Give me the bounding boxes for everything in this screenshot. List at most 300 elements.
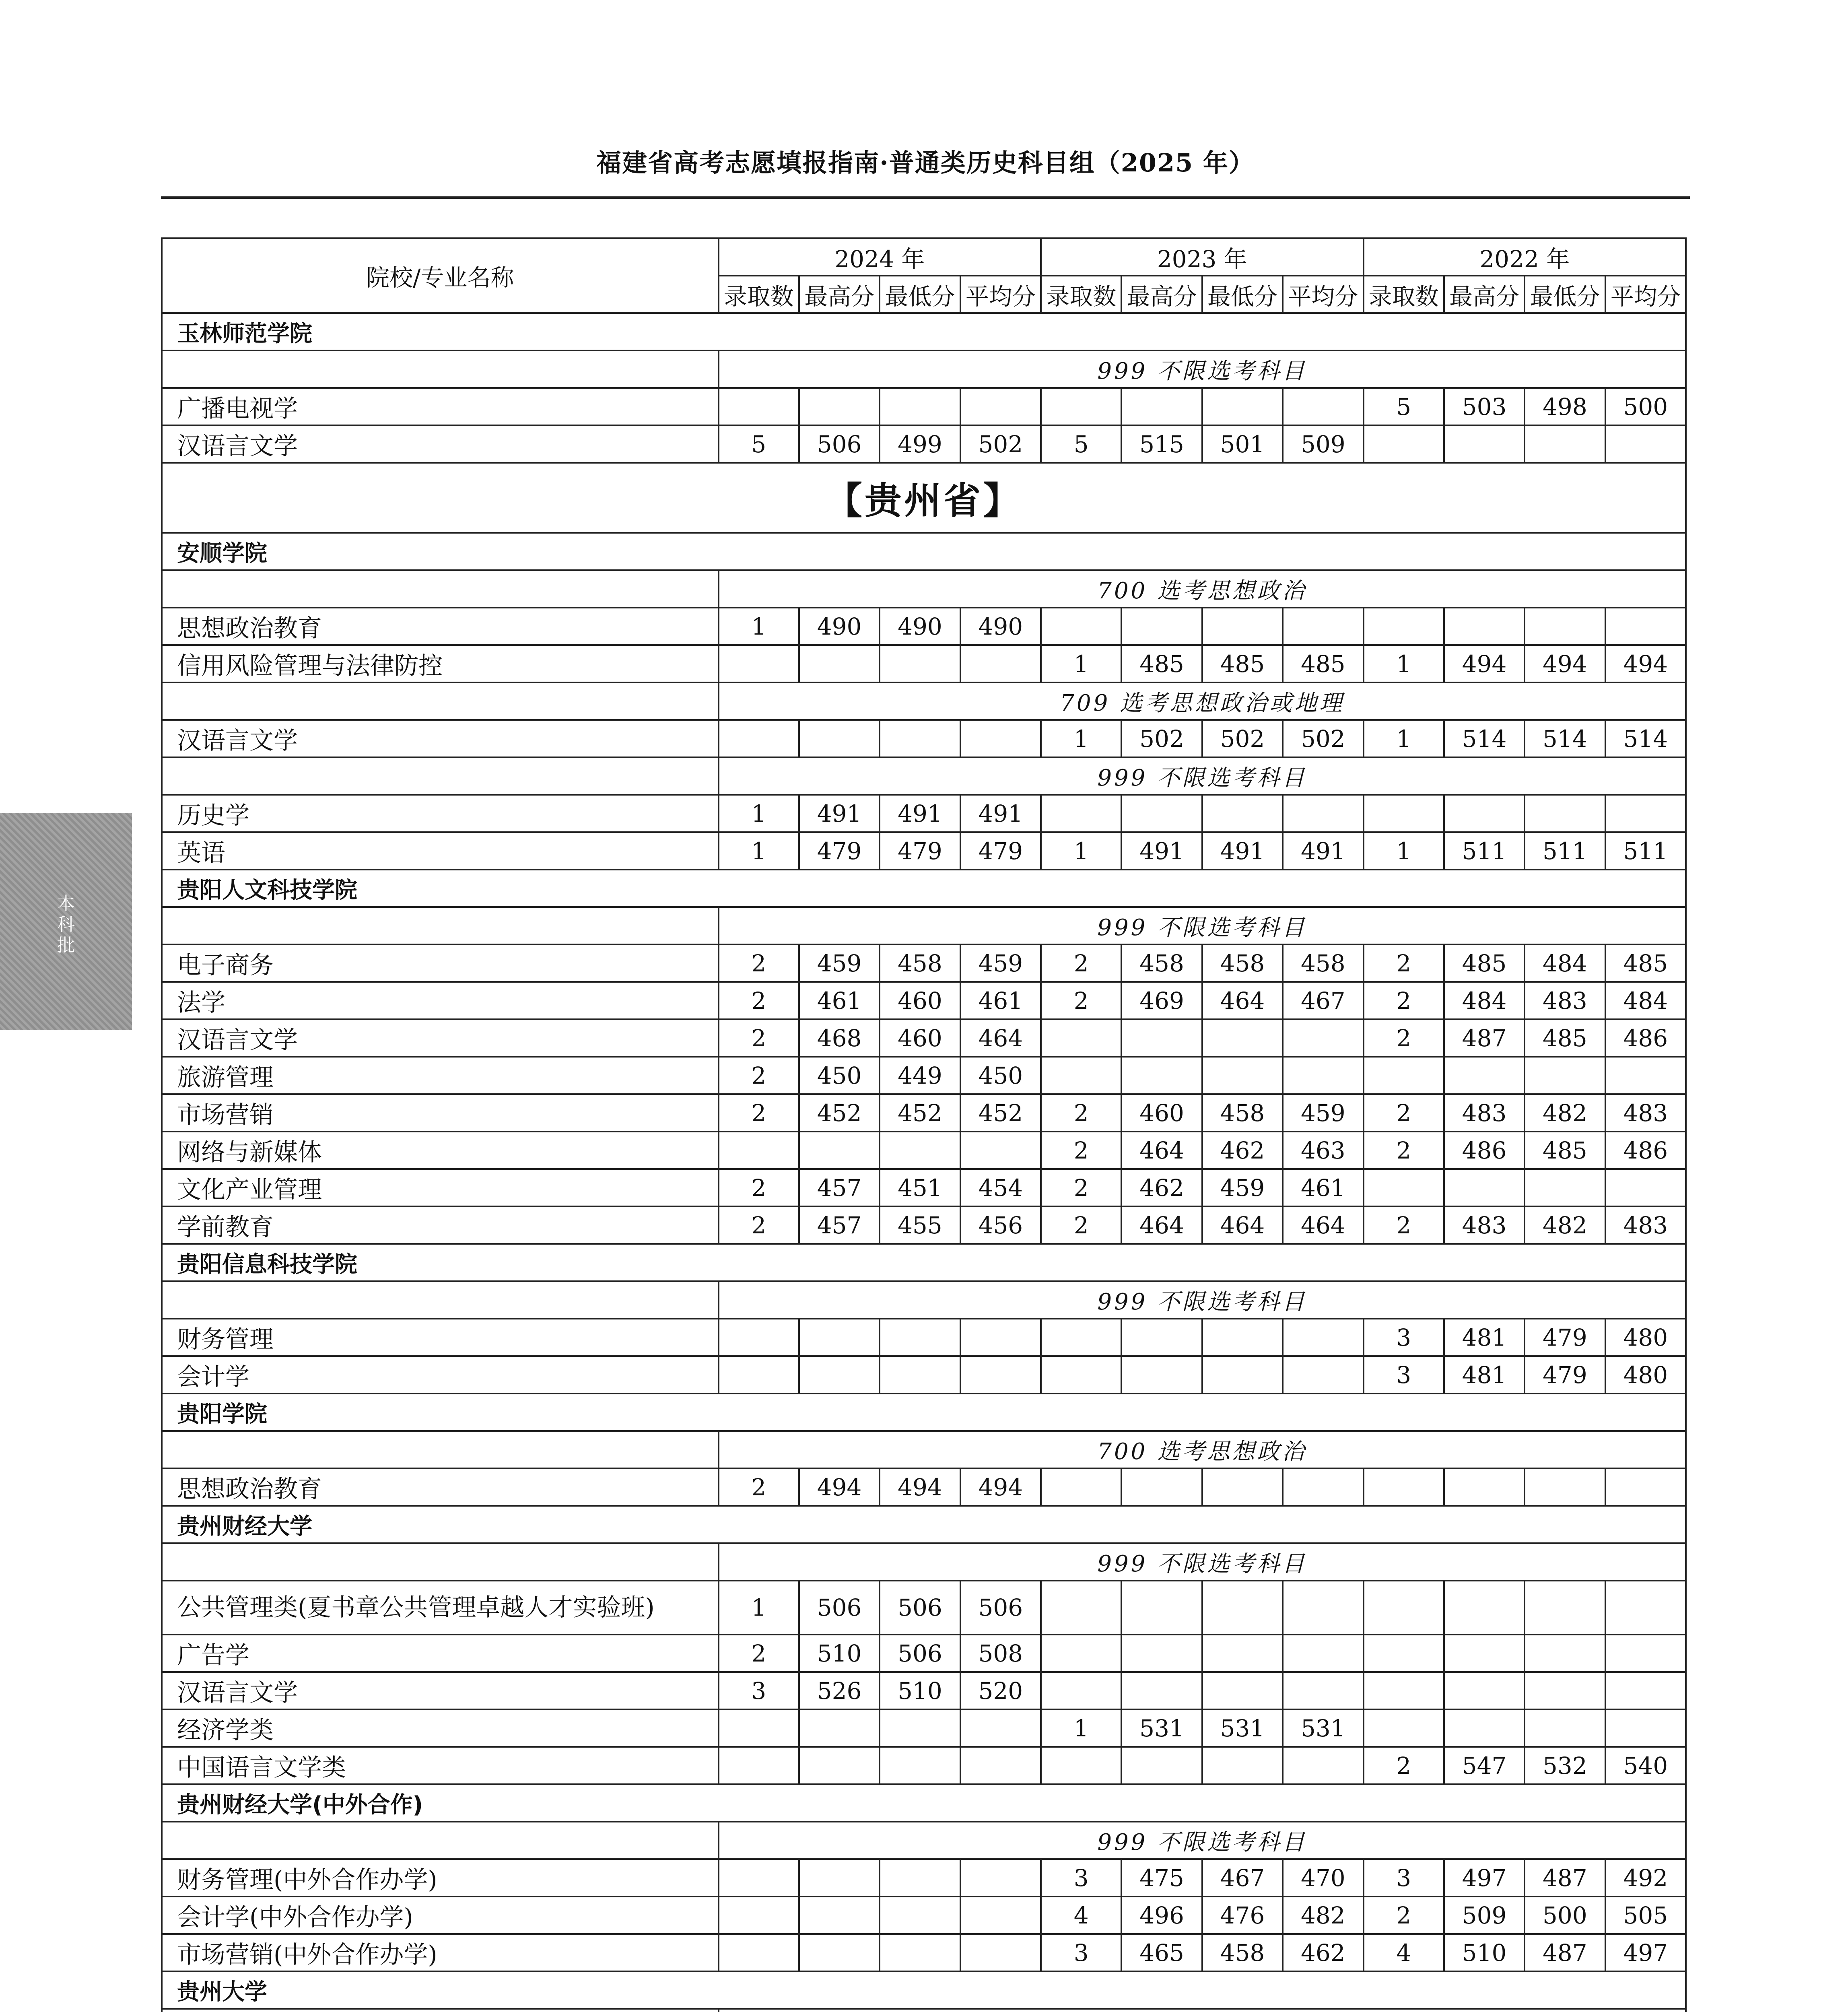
score-cell: 462 <box>1121 1169 1202 1206</box>
score-cell: 449 <box>880 1057 960 1094</box>
column-header-metric: 录取数 <box>1364 276 1444 313</box>
column-header-metric: 最高分 <box>799 276 880 313</box>
table-row <box>162 1747 1686 1784</box>
empty-cell <box>162 350 719 388</box>
score-cell <box>1041 1672 1121 1709</box>
major-name: 市场营销(中外合作办学) <box>162 1934 719 1971</box>
school-row <box>162 1506 1686 1543</box>
score-cell: 494 <box>1525 645 1605 682</box>
score-cell: 479 <box>960 832 1041 870</box>
table-row <box>162 944 1686 982</box>
score-cell <box>1525 1581 1605 1635</box>
score-cell <box>1202 388 1283 425</box>
score-cell: 458 <box>1202 1094 1283 1132</box>
score-cell <box>880 1859 960 1897</box>
score-cell: 491 <box>880 795 960 832</box>
score-cell <box>1283 608 1363 645</box>
score-cell: 460 <box>1121 1094 1202 1132</box>
score-cell: 4 <box>1041 1897 1121 1934</box>
score-cell <box>960 1859 1041 1897</box>
score-cell <box>960 645 1041 682</box>
score-cell <box>880 1709 960 1747</box>
score-cell: 457 <box>799 1206 880 1244</box>
score-cell: 491 <box>1202 832 1283 870</box>
score-cell <box>1121 1747 1202 1784</box>
major-name: 电子商务 <box>162 944 719 982</box>
score-cell: 459 <box>1283 1094 1363 1132</box>
score-cell <box>1041 1635 1121 1672</box>
score-cell: 485 <box>1121 645 1202 682</box>
score-cell <box>1444 1057 1525 1094</box>
column-header-metric: 录取数 <box>1041 276 1121 313</box>
score-cell: 3 <box>1364 1356 1444 1394</box>
empty-cell <box>162 757 719 795</box>
school-row <box>162 1394 1686 1431</box>
table-row <box>162 1019 1686 1057</box>
subject-requirement-row <box>162 1281 1686 1319</box>
score-cell <box>1444 608 1525 645</box>
school-name: 贵州财经大学 <box>162 1506 1686 1543</box>
empty-cell <box>162 570 719 608</box>
score-cell: 485 <box>1525 1019 1605 1057</box>
score-cell: 509 <box>1444 1897 1525 1934</box>
score-cell: 514 <box>1605 720 1686 757</box>
column-header-metric: 平均分 <box>1283 276 1363 313</box>
score-cell <box>1605 1672 1686 1709</box>
score-cell: 2 <box>1041 944 1121 982</box>
score-cell <box>1202 1468 1283 1506</box>
major-name: 思想政治教育 <box>162 608 719 645</box>
score-cell: 510 <box>799 1635 880 1672</box>
score-cell: 458 <box>880 944 960 982</box>
score-cell <box>799 1747 880 1784</box>
score-cell <box>1605 1709 1686 1747</box>
major-name: 学前教育 <box>162 1206 719 1244</box>
score-cell: 456 <box>960 1206 1041 1244</box>
major-name: 汉语言文学 <box>162 425 719 463</box>
column-header-metric: 平均分 <box>1605 276 1686 313</box>
score-cell: 484 <box>1444 982 1525 1019</box>
score-cell <box>1041 388 1121 425</box>
score-cell <box>1525 1468 1605 1506</box>
score-cell: 486 <box>1444 1132 1525 1169</box>
empty-cell <box>162 1281 719 1319</box>
score-cell: 2 <box>719 1468 799 1506</box>
score-cell <box>1444 1672 1525 1709</box>
score-cell <box>719 1319 799 1356</box>
major-name: 市场营销 <box>162 1094 719 1132</box>
subject-requirement: 709 选考思想政治或地理 <box>719 682 1686 720</box>
score-cell: 5 <box>1364 388 1444 425</box>
score-cell <box>799 1897 880 1934</box>
score-cell: 506 <box>880 1635 960 1672</box>
score-cell <box>960 720 1041 757</box>
score-cell: 502 <box>1202 720 1283 757</box>
score-cell: 455 <box>880 1206 960 1244</box>
score-cell: 2 <box>1364 1132 1444 1169</box>
score-cell: 486 <box>1605 1132 1686 1169</box>
score-cell <box>719 388 799 425</box>
score-cell: 482 <box>1525 1206 1605 1244</box>
score-cell: 482 <box>1283 1897 1363 1934</box>
score-cell <box>719 645 799 682</box>
score-cell: 510 <box>880 1672 960 1709</box>
score-cell <box>1202 1356 1283 1394</box>
score-cell <box>1121 1057 1202 1094</box>
score-cell: 485 <box>1444 944 1525 982</box>
score-cell <box>799 1859 880 1897</box>
score-cell <box>1041 1319 1121 1356</box>
score-cell: 485 <box>1605 944 1686 982</box>
major-name: 网络与新媒体 <box>162 1132 719 1169</box>
score-cell: 498 <box>1525 388 1605 425</box>
score-cell: 2 <box>719 944 799 982</box>
score-cell <box>1121 608 1202 645</box>
empty-cell <box>162 682 719 720</box>
score-cell: 2 <box>719 1169 799 1206</box>
score-cell: 459 <box>960 944 1041 982</box>
score-cell <box>1525 1635 1605 1672</box>
empty-cell <box>162 1822 719 1859</box>
score-cell: 531 <box>1202 1709 1283 1747</box>
score-cell: 480 <box>1605 1319 1686 1356</box>
score-cell: 511 <box>1605 832 1686 870</box>
score-cell <box>880 1132 960 1169</box>
empty-cell <box>162 1543 719 1581</box>
major-name: 经济学类 <box>162 1709 719 1747</box>
score-cell: 458 <box>1121 944 1202 982</box>
table-row <box>162 1859 1686 1897</box>
score-cell: 491 <box>1283 832 1363 870</box>
score-cell: 5 <box>1041 425 1121 463</box>
score-cell: 483 <box>1444 1094 1525 1132</box>
score-cell: 1 <box>719 795 799 832</box>
score-cell: 483 <box>1444 1206 1525 1244</box>
score-cell: 485 <box>1202 645 1283 682</box>
score-cell: 462 <box>1283 1934 1363 1971</box>
score-cell: 499 <box>880 425 960 463</box>
score-cell <box>1605 1635 1686 1672</box>
table-row <box>162 1057 1686 1094</box>
column-header-metric: 平均分 <box>960 276 1041 313</box>
score-cell <box>1202 1635 1283 1672</box>
score-cell: 506 <box>799 425 880 463</box>
score-cell <box>880 1934 960 1971</box>
score-cell <box>1283 388 1363 425</box>
column-header-year-2022: 2022 年 <box>1364 238 1686 276</box>
score-cell <box>1121 1019 1202 1057</box>
score-cell: 450 <box>799 1057 880 1094</box>
score-cell: 485 <box>1525 1132 1605 1169</box>
score-cell <box>1444 795 1525 832</box>
column-header-name: 院校/专业名称 <box>162 238 719 313</box>
score-cell <box>719 1934 799 1971</box>
score-cell: 463 <box>1283 1132 1363 1169</box>
subject-requirement-row <box>162 350 1686 388</box>
score-cell: 467 <box>1202 1859 1283 1897</box>
school-row <box>162 1244 1686 1281</box>
table-row <box>162 1468 1686 1506</box>
score-cell: 484 <box>1525 944 1605 982</box>
subject-requirement-row <box>162 2009 1686 2012</box>
header-row-years <box>162 238 1686 276</box>
table-row <box>162 1897 1686 1934</box>
score-cell <box>1525 425 1605 463</box>
score-cell: 467 <box>1283 982 1363 1019</box>
school-name: 贵阳学院 <box>162 1394 1686 1431</box>
score-cell: 501 <box>1202 425 1283 463</box>
column-header-year-2023: 2023 年 <box>1041 238 1363 276</box>
score-cell <box>799 645 880 682</box>
score-cell <box>1041 1356 1121 1394</box>
score-cell <box>880 1747 960 1784</box>
school-name: 贵州大学 <box>162 1971 1686 2009</box>
score-cell: 462 <box>1202 1132 1283 1169</box>
subject-requirement: 999 不限选考科目 <box>719 757 1686 795</box>
subject-requirement-row <box>162 907 1686 944</box>
score-cell <box>1121 1635 1202 1672</box>
table-row <box>162 645 1686 682</box>
column-header-metric: 最低分 <box>1202 276 1283 313</box>
score-cell: 500 <box>1525 1897 1605 1934</box>
table-row <box>162 1132 1686 1169</box>
table-row <box>162 1709 1686 1747</box>
score-cell <box>1364 425 1444 463</box>
score-cell: 460 <box>880 1019 960 1057</box>
score-cell: 2 <box>1041 1206 1121 1244</box>
score-cell: 452 <box>960 1094 1041 1132</box>
score-cell: 491 <box>960 795 1041 832</box>
major-name: 文化产业管理 <box>162 1169 719 1206</box>
score-cell: 2 <box>1364 1747 1444 1784</box>
subject-requirement-row <box>162 570 1686 608</box>
score-cell <box>1444 1169 1525 1206</box>
score-cell <box>1605 1581 1686 1635</box>
score-cell <box>1041 1581 1121 1635</box>
score-cell <box>1605 795 1686 832</box>
score-cell <box>1121 1356 1202 1394</box>
score-cell: 514 <box>1444 720 1525 757</box>
score-cell <box>719 1709 799 1747</box>
score-cell <box>719 1132 799 1169</box>
score-cell <box>1525 1169 1605 1206</box>
score-cell <box>880 1897 960 1934</box>
column-header-metric: 最高分 <box>1444 276 1525 313</box>
score-cell: 461 <box>1283 1169 1363 1206</box>
score-cell <box>880 1356 960 1394</box>
major-name: 旅游管理 <box>162 1057 719 1094</box>
score-cell <box>1364 1057 1444 1094</box>
subject-requirement-row <box>162 1543 1686 1581</box>
score-cell: 476 <box>1202 1897 1283 1934</box>
score-cell <box>1364 795 1444 832</box>
score-cell: 464 <box>1202 1206 1283 1244</box>
score-cell: 2 <box>1364 1206 1444 1244</box>
table-row <box>162 1094 1686 1132</box>
major-name: 财务管理(中外合作办学) <box>162 1859 719 1897</box>
score-cell: 2 <box>1041 982 1121 1019</box>
score-cell <box>1605 1057 1686 1094</box>
score-cell <box>719 1747 799 1784</box>
table-row <box>162 388 1686 425</box>
score-cell: 531 <box>1121 1709 1202 1747</box>
major-name: 法学 <box>162 982 719 1019</box>
score-cell: 1 <box>719 832 799 870</box>
table-row <box>162 1206 1686 1244</box>
score-cell: 481 <box>1444 1356 1525 1394</box>
score-cell: 3 <box>1041 1859 1121 1897</box>
score-cell: 458 <box>1283 944 1363 982</box>
score-cell <box>1283 1672 1363 1709</box>
score-cell: 4 <box>1364 1934 1444 1971</box>
score-cell <box>719 720 799 757</box>
major-name: 汉语言文学 <box>162 1019 719 1057</box>
table-row <box>162 1356 1686 1394</box>
column-header-year-2024: 2024 年 <box>719 238 1041 276</box>
score-cell: 491 <box>799 795 880 832</box>
empty-cell <box>162 1431 719 1468</box>
score-cell <box>719 1859 799 1897</box>
score-cell: 506 <box>799 1581 880 1635</box>
score-cell <box>1121 388 1202 425</box>
score-cell <box>799 1356 880 1394</box>
score-cell: 480 <box>1605 1356 1686 1394</box>
score-cell: 2 <box>719 1635 799 1672</box>
major-name: 思想政治教育 <box>162 1468 719 1506</box>
score-cell: 1 <box>1364 720 1444 757</box>
score-cell: 494 <box>880 1468 960 1506</box>
score-cell: 5 <box>719 425 799 463</box>
score-cell <box>1364 1581 1444 1635</box>
header-divider <box>161 196 1690 199</box>
score-cell <box>1121 1468 1202 1506</box>
score-cell: 452 <box>880 1094 960 1132</box>
score-cell <box>1525 608 1605 645</box>
score-cell <box>1605 1468 1686 1506</box>
score-cell <box>1444 425 1525 463</box>
score-cell: 526 <box>799 1672 880 1709</box>
score-cell: 2 <box>1364 982 1444 1019</box>
score-cell: 492 <box>1605 1859 1686 1897</box>
score-cell: 494 <box>1444 645 1525 682</box>
table-row <box>162 795 1686 832</box>
subject-requirement-row <box>162 1431 1686 1468</box>
score-cell <box>1364 1635 1444 1672</box>
major-name: 会计学(中外合作办学) <box>162 1897 719 1934</box>
score-cell: 482 <box>1525 1094 1605 1132</box>
score-cell: 505 <box>1605 1897 1686 1934</box>
score-cell <box>880 388 960 425</box>
school-row <box>162 533 1686 570</box>
score-cell <box>1283 1019 1363 1057</box>
score-cell <box>799 1934 880 1971</box>
score-cell: 531 <box>1283 1709 1363 1747</box>
score-cell: 515 <box>1121 425 1202 463</box>
score-cell <box>1121 1319 1202 1356</box>
score-cell: 2 <box>1041 1094 1121 1132</box>
table-row <box>162 1169 1686 1206</box>
score-cell <box>1202 1057 1283 1094</box>
table-row <box>162 1635 1686 1672</box>
major-name: 中国语言文学类 <box>162 1747 719 1784</box>
major-name: 广告学 <box>162 1635 719 1672</box>
score-cell <box>960 1747 1041 1784</box>
score-cell: 2 <box>1364 1019 1444 1057</box>
score-cell: 2 <box>1041 1169 1121 1206</box>
score-cell: 497 <box>1444 1859 1525 1897</box>
score-cell: 547 <box>1444 1747 1525 1784</box>
score-cell <box>1283 1581 1363 1635</box>
school-name: 贵阳人文科技学院 <box>162 870 1686 907</box>
score-cell <box>799 1319 880 1356</box>
score-cell <box>960 388 1041 425</box>
table-row <box>162 1319 1686 1356</box>
table-body <box>162 238 1686 2012</box>
column-header-metric: 最低分 <box>1525 276 1605 313</box>
score-cell: 540 <box>1605 1747 1686 1784</box>
subject-requirement: 999 不限选考科目 <box>719 1543 1686 1581</box>
score-cell: 454 <box>960 1169 1041 1206</box>
score-cell <box>960 1132 1041 1169</box>
score-cell: 464 <box>1283 1206 1363 1244</box>
score-cell <box>1525 1057 1605 1094</box>
major-name: 汉语言文学 <box>162 720 719 757</box>
empty-cell <box>162 907 719 944</box>
score-cell: 1 <box>1041 645 1121 682</box>
province-row <box>162 463 1686 533</box>
score-cell: 491 <box>1121 832 1202 870</box>
score-cell <box>1283 1319 1363 1356</box>
score-cell <box>960 1709 1041 1747</box>
score-cell <box>880 720 960 757</box>
score-cell: 487 <box>1444 1019 1525 1057</box>
subject-requirement: 999 不限选考科目 <box>719 350 1686 388</box>
major-name: 汉语言文学 <box>162 1672 719 1709</box>
column-header-metric: 最高分 <box>1121 276 1202 313</box>
score-cell <box>799 1709 880 1747</box>
admission-score-table <box>161 237 1687 2012</box>
score-cell: 481 <box>1444 1319 1525 1356</box>
score-cell: 452 <box>799 1094 880 1132</box>
score-cell: 461 <box>960 982 1041 1019</box>
score-cell: 450 <box>960 1057 1041 1094</box>
subject-requirement: 999 不限选考科目 <box>719 907 1686 944</box>
page-header-title: 福建省高考志愿填报指南·普通类历史科目组（2025 年） <box>596 148 1255 177</box>
score-cell <box>1202 795 1283 832</box>
table-row <box>162 832 1686 870</box>
score-cell: 464 <box>960 1019 1041 1057</box>
score-cell: 2 <box>719 1057 799 1094</box>
score-cell: 2 <box>1041 1132 1121 1169</box>
major-name: 公共管理类(夏书章公共管理卓越人才实验班) <box>162 1581 719 1635</box>
score-cell <box>1121 795 1202 832</box>
score-cell: 502 <box>960 425 1041 463</box>
score-cell: 503 <box>1444 388 1525 425</box>
score-cell: 487 <box>1525 1859 1605 1897</box>
school-name: 贵阳信息科技学院 <box>162 1244 1686 1281</box>
score-cell: 459 <box>799 944 880 982</box>
score-cell <box>1444 1581 1525 1635</box>
score-cell <box>1283 1747 1363 1784</box>
score-cell: 1 <box>1041 720 1121 757</box>
subject-requirement <box>719 2009 1686 2012</box>
school-row <box>162 1784 1686 1822</box>
score-cell: 500 <box>1605 388 1686 425</box>
subject-requirement-row <box>162 1822 1686 1859</box>
score-cell <box>1525 1672 1605 1709</box>
score-cell: 464 <box>1121 1206 1202 1244</box>
score-cell <box>1525 795 1605 832</box>
